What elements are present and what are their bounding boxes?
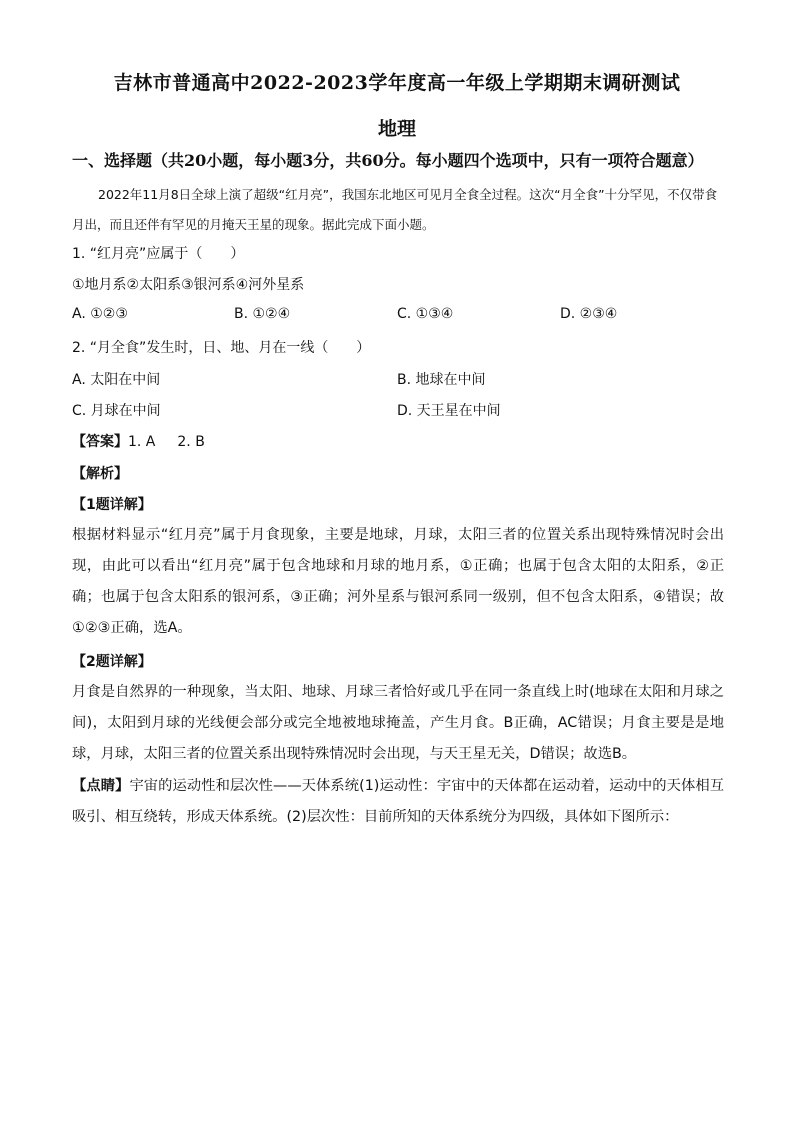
detail-1-text: 根据材料显示“红月亮”属于月食现象，主要是地球，月球，太阳三者的位置关系出现特殊情况时会出现，由此可以看出“红月亮”属于包含地球和月球的地月系，①正确；也属于包含太阳的太阳系，②正确；也属于包含太阳系的银河系，③正确；河外星系与银河系同一级别，但不包含太阳系，④错误；故①②③正确，选A。 (72, 527, 724, 636)
detail-2-label: 【2题详解】 (72, 654, 152, 670)
tip-label: 【点睛】 (72, 778, 130, 794)
tip-paragraph (72, 771, 724, 833)
question-1-option-b: B. ①②④ (234, 306, 291, 322)
question-2-option-d: D. 天王星在中间 (397, 403, 501, 419)
section-heading: 一、选择题（共20小题，每小题3分，共60分。每小题四个选项中，只有一项符合题意） (72, 151, 704, 170)
material-paragraph: 2022年11月8日全球上演了超级“红月亮”，我国东北地区可见月全食全过程。这次“月全食”十分罕见，不仅带食月出，而且还伴有罕见的月掩天王星的现象。据此完成下面小题。 (72, 187, 718, 232)
page-title: 吉林市普通高中2022-2023学年度高一年级上学期期末调研测试 (113, 72, 681, 94)
question-1-statement: ①地月系②太阳系③银河系④河外星系 (72, 277, 305, 293)
question-2-option-b: B. 地球在中间 (397, 372, 486, 388)
detail-1-label: 【1题详解】 (72, 497, 152, 513)
question-1-stem: 1. “红月亮”应属于（ ） (72, 246, 245, 262)
question-2-option-c: C. 月球在中间 (72, 403, 161, 419)
question-2-option-a: A. 太阳在中间 (72, 372, 161, 388)
question-2-stem: 2. “月全食”发生时，日、地、月在一线（ ） (72, 340, 371, 356)
tip-text: 宇宙的运动性和层次性——天体系统(1)运动性：宇宙中的天体都在运动着，运动中的天体相互吸引、相互绕转，形成天体系统。(2)层次性：目前所知的天体系统分为四级，具体如下图所示： (72, 778, 724, 825)
answer-line (72, 431, 205, 451)
question-1-option-d: D. ②③④ (560, 306, 618, 322)
question-1-option-a: A. ①②③ (72, 306, 128, 322)
detail-2-text: 月食是自然界的一种现象，当太阳、地球、月球三者恰好或几乎在同一条直线上时(地球在太阳和月球之间)，太阳到月球的光线便会部分或完全地被地球掩盖，产生月食。B正确，AC错误；月食主要是是地球，月球，太阳三者的位置关系出现特殊情况时会出现，与天王星无关，D错误；故选B。 (72, 684, 724, 762)
analysis-label: 【解析】 (72, 466, 128, 482)
answer-label: 【答案】 (72, 434, 128, 450)
subject-title: 地理 (377, 118, 416, 140)
question-1-option-c: C. ①③④ (397, 306, 454, 322)
answer-item-1: 1. A (128, 434, 156, 450)
answer-item-2: 2. B (177, 434, 205, 450)
